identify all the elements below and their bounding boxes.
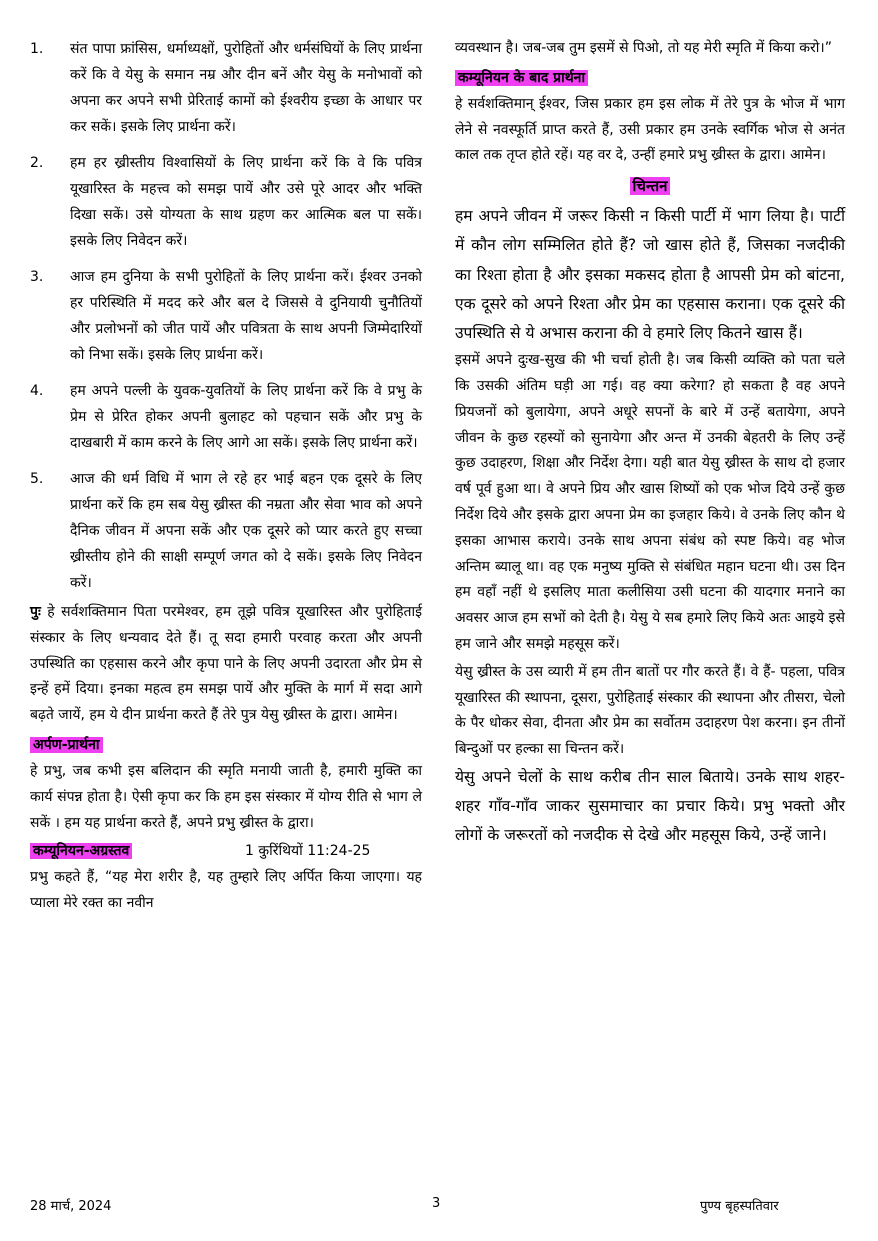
reflection-paragraph: इसमें अपने दुःख-सुख की भी चर्चा होती है। जब किसी व्यक्ति को पता चले कि उसकी अंतिम घड़ी आ गई। वह क्या करेगा? हो सकता है वह अपने प्रियजनों को बुलायेगा, अपने अधूरे सपनों के बारे में उन्हें बतायेगा, अपने जीवन के कुछ रहस्यों को सुनायेगा और अन्त में उनकी बेहतरी के लिए उन्हें कुछ उदाहरण, शिक्षा और निर्देश देगा। यही बात येसु ख्रीस्त के साथ दो हजार वर्ष पूर्व हुआ था। वे अपने प्रिय और खास शिष्यों को एक भोज दिये उन्हें कुछ निर्देश दिये और इसके द्वारा अपना प्रेम का इजहार किये। वे उनके लिए कौन थे इसका आभास कराये। उनके साथ अपना संबंध को स्पष्ट किये। वह भोज अन्तिम ब्यालू था। वह एक मनुष्य मुक्ति से संबंधित महान घटना थी। उस दिन हम वहाँ नहीं थे इसलिए माता कलीसिया उसी घटना की यादगार मनाने का अवसर आज हम सभों को देती है। येसु ये सब हमारे लिए किये अतः आइये इसे हम जाने और समझे महसूस करें। (455, 352, 845, 652)
prayer-number: 4. (30, 383, 44, 399)
reflection-paragraph: येसु ख्रीस्त के उस व्यारी में हम तीन बातों पर गौर करते हैं। वे हैं- पहला, पवित्र यूखारिस्त की स्थापना, दूसरा, पुरोहिताई संस्कार की स्थापना और तीसरा, चेलो के पैर धोकर सेवा, दीनता और प्रेम का सर्वोतम उदाहरण पेश करना। इन तीनों बिन्दुओं पर हल्का सा चिन्तन करें। (455, 663, 845, 758)
communion-heading: कम्यूनियन-अग्रस्तव (30, 843, 132, 859)
post-communion-prayer: हे सर्वशक्तिमान् ईश्वर, जिस प्रकार हम इस लोक में तेरे पुत्र के भोज में भाग लेने से नवस्फूर्ति प्राप्त करते हैं, उसी प्रकार हम उनके स्वर्गिक भोज से अनंत काल तक तृप्त होते रहें। यह वर दे, उन्हीं हमारे प्रभु ख्रीस्त के द्वारा। आमेन। (455, 95, 845, 164)
footer-date: 28 मार्च, 2024 (30, 1199, 112, 1214)
prayer-number: 5. (30, 471, 44, 487)
prayer-number: 1. (30, 41, 44, 57)
reflection-paragraph: येसु अपने चेलों के साथ करीब तीन साल बिताये। उनके साथ शहर-शहर गाँव-गाँव जाकर सुसमाचार का प्रचार किये। प्रभु भक्तो और लोगों के जरूरतों को नजदीक से देखे और महसूस किये, उन्हें जाने। (455, 767, 845, 845)
communion-heading-row (30, 838, 422, 865)
offering-heading: अर्पण-प्रार्थना (30, 737, 103, 753)
prayer-item (30, 466, 422, 596)
footer-feast-name: पुण्य बृहस्पतिवार (700, 1199, 779, 1214)
post-communion-heading: कम्यूनियन के बाद प्रार्थना (455, 70, 588, 86)
priest-prayer-text: हे सर्वशक्तिमान पिता परमेश्वर, हम तूझे पवित्र यूखारिस्त और पुरोहिताई संस्कार के लिए धन्यवाद देते हैं। तू सदा हमारी परवाह करता और अपनी उपस्थिति का एहसास करने और कृपा पाने के लिए अपनी उदारता और प्रेम से इन्हें हमें दिया। इनका महत्व हम समझ पायें और मुक्ति के मार्ग में सदा आगे बढ़ते जायें, हम ये दीन प्रार्थना करते हैं तेरे पुत्र येसु ख्रीस्त के द्वारा। आमेन। (30, 604, 422, 724)
prayer-text: संत पापा फ्रांसिस, धर्माध्यक्षों, पुरोहितों और धर्मसंघियों के लिए प्रार्थना करें कि वे येसु के समान नम्र और दीन बनें और येसु के मनोभावों को अपना कर अपने सभी प्रेरिताई कामों को ईश्वरीय इच्छा के आधार पर कर सकें। इसके लिए प्रार्थना करें। (70, 41, 422, 135)
prayer-number: 2. (30, 155, 44, 171)
prayer-item (30, 378, 422, 456)
reflection-paragraph: हम अपने जीवन में जरूर किसी न किसी पार्टी में भाग लिया है। पार्टी में कौन लोग सम्मिलित होते हैं? जो खास होते हैं, जिसका नजदीकी का रिश्ता होता है और इसका मकसद होता है आपसी प्रेम को बांटना, एक दूसरे को अपने रिश्ता और प्रेम का एहसास कराना। एक दूसरे की उपस्थिति से ये अभास कराना की वे हमारे लिए कितने खास हैं। (455, 207, 845, 342)
offering-heading-row (30, 731, 422, 759)
communion-antiphon: प्रभु कहते हैं, “यह मेरा शरीर है, यह तुम्हारे लिए अर्पित किया जाएगा। यह प्याला मेरे रक्त का नवीन (30, 869, 422, 912)
prayer-number: 3. (30, 269, 44, 285)
right-column (455, 36, 845, 851)
post-communion-heading-row (455, 64, 845, 92)
prayer-text: हम हर ख्रीस्तीय विश्वासियों के लिए प्रार्थना करें कि वे कि पवित्र यूखारिस्त के महत्त्व को समझ पायें और उसे पूरे आदर और भक्ति दिखा सकें। उसे योग्यता के साथ ग्रहण कर आत्मिक बल पा सकें। इसके लिए निवेदन करें। (70, 155, 422, 249)
priest-label: पुः (30, 604, 41, 620)
footer-page-number: 3 (432, 1196, 441, 1211)
prayer-text: हम अपने पल्ली के युवक-युवतियों के लिए प्रार्थना करें कि वे प्रभु के प्रेम से प्रेरित होकर अपनी बुलाहट को पहचान सकें और प्रभु के दाखबारी में काम करने के लिए आगे आ सकें। इसके लिए प्रार्थना करें। (70, 383, 422, 451)
prayer-text: आज हम दुनिया के सभी पुरोहितों के लिए प्रार्थना करें। ईश्वर उनको हर परिस्थिति में मदद करे और बल दे जिससे वे दुनियायी चुनौतियों और प्रलोभनों को जीत पायें और पवित्रता के साथ अपनी जिम्मेदारियों को निभा सकें। इसके लिए प्रार्थना करें। (70, 269, 422, 363)
antiphon-continuation: व्यवस्थान है। जब-जब तुम इसमें से पिओ, तो यह मेरी स्मृति में किया करो।” (455, 40, 832, 56)
reflection-heading-row (455, 171, 845, 202)
priest-prayer (30, 600, 422, 729)
prayer-item (30, 36, 422, 140)
reflection-heading: चिन्तन (630, 177, 671, 195)
prayer-text: आज की धर्म विधि में भाग ले रहे हर भाई बहन एक दूसरे के लिए प्रार्थना करें कि हम सब येसु ख्रीस्त की नम्रता और सेवा भाव को अपने दैनिक जीवन में अपना सकें और एक दूसरे को प्यार करते हुए सच्चा ख्रीस्तीय होने की साक्षी सम्पूर्ण जगत को दे सकें। इसके लिए निवेदन करें। (70, 471, 422, 591)
prayer-item (30, 150, 422, 254)
scripture-reference: 1 कुरिंथियों 11:24-25 (245, 843, 371, 860)
left-column (30, 36, 422, 917)
prayer-item (30, 264, 422, 368)
offering-prayer: हे प्रभु, जब कभी इस बलिदान की स्मृति मनायी जाती है, हमारी मुक्ति का कार्य संपन्न होता है। ऐसी कृपा कर कि हम इस संस्कार में योग्य रीति से भाग ले सकें । हम यह प्रार्थना करते हैं, अपने प्रभु ख्रीस्त के द्वारा। (30, 762, 422, 831)
